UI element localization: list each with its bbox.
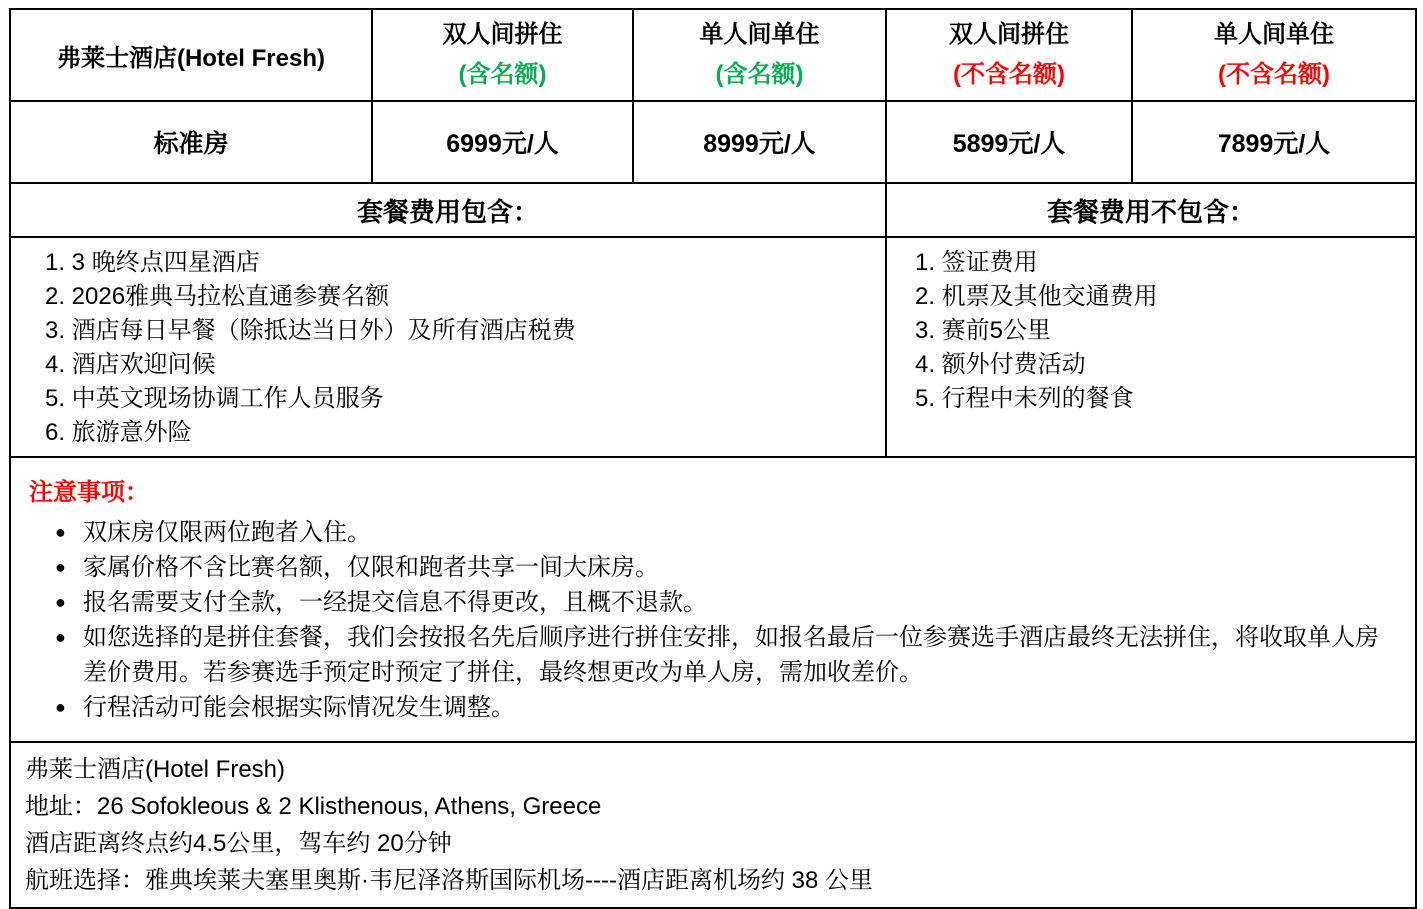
include-item: 3. 酒店每日早餐（除抵达当日外）及所有酒店税费 <box>45 317 576 344</box>
hotel-info-line: 航班选择：雅典埃莱夫塞里奥斯·韦尼泽洛斯国际机场----酒店距离机场约 38 公里 <box>25 867 873 894</box>
exclude-item: 3. 赛前5公里 <box>915 317 1052 344</box>
hotel-info-line: 酒店距离终点约4.5公里，驾车约 20分钟 <box>25 830 452 857</box>
price-cell <box>886 101 1132 183</box>
hotel-name-cell <box>10 9 372 101</box>
note-text: 报名需要支付全款，一经提交信息不得更改，且概不退款。 <box>83 589 707 616</box>
exclude-item: 5. 行程中未列的餐食 <box>915 385 1134 412</box>
quota-included-label: (含名额) <box>458 61 547 88</box>
include-item: 2. 2026雅典马拉松直通参赛名额 <box>45 283 390 310</box>
price-value: 5899元/人 <box>952 130 1066 158</box>
excludes-header-cell <box>886 183 1416 237</box>
includes-list-cell <box>10 237 886 457</box>
excludes-list <box>915 246 1405 416</box>
quota-excluded-label: (不含名额) <box>1218 61 1330 88</box>
header-row <box>10 9 1416 101</box>
notes-cell <box>10 457 1416 742</box>
bullet-icon: ● <box>55 592 66 612</box>
room-category-label: 标准房 <box>153 130 229 158</box>
exclude-item: 1. 签证费用 <box>915 249 1038 276</box>
exclude-item: 2. 机票及其他交通费用 <box>915 283 1158 310</box>
price-value: 8999元/人 <box>703 130 816 158</box>
price-value: 6999元/人 <box>446 130 559 158</box>
room-type-label: 双人间拼住 <box>442 20 563 48</box>
note-item <box>55 620 1397 690</box>
col-header-double-shared-no-quota <box>886 9 1132 101</box>
include-item: 5. 中英文现场协调工作人员服务 <box>45 385 384 412</box>
hotel-info-line: 地址：26 Sofokleous & 2 Klisthenous, Athens, Greece <box>25 793 602 820</box>
quota-excluded-label: (不含名额) <box>953 61 1065 88</box>
includes-header-cell <box>10 183 886 237</box>
price-cell <box>1132 101 1416 183</box>
room-type-label: 单人间单住 <box>699 20 820 48</box>
quota-included-label: (含名额) <box>715 61 804 88</box>
package-section-header-row <box>10 183 1416 237</box>
include-item: 1. 3 晚终点四星酒店 <box>45 249 260 276</box>
room-type-label: 单人间单住 <box>1214 20 1334 48</box>
exclude-item: 4. 额外付费活动 <box>915 351 1086 378</box>
excludes-title: 套餐费用不包含： <box>1046 196 1255 227</box>
hotel-info-line: 弗莱士酒店(Hotel Fresh) <box>25 756 286 783</box>
note-item <box>55 690 1397 725</box>
note-item <box>55 585 1397 620</box>
note-item <box>55 515 1397 550</box>
hotel-pricing-table <box>9 8 1417 909</box>
includes-list <box>45 246 875 450</box>
notes-row <box>10 457 1416 742</box>
price-cell <box>372 101 633 183</box>
include-item: 4. 酒店欢迎问候 <box>45 351 216 378</box>
hotel-name: 弗莱士酒店(Hotel Fresh) <box>56 44 325 72</box>
notes-title: 注意事项： <box>29 479 149 506</box>
package-lists-row <box>10 237 1416 457</box>
note-text: 如您选择的是拼住套餐，我们会按报名先后顺序进行拼住安排，如报名最后一位参赛选手酒店最终无法拼住，将收取单人房差价费用。若参赛选手预定时预定了拼住，最终想更改为单人房，需加收差价。 <box>83 624 1379 686</box>
note-item <box>55 550 1397 585</box>
room-type-label: 双人间拼住 <box>949 20 1069 48</box>
notes-list <box>55 515 1397 725</box>
includes-title: 套餐费用包含： <box>356 196 539 227</box>
note-text: 家属价格不含比赛名额，仅限和跑者共享一间大床房。 <box>83 554 659 581</box>
excludes-list-cell <box>886 237 1416 457</box>
include-item: 6. 旅游意外险 <box>45 419 192 446</box>
hotel-info-cell <box>10 742 1416 908</box>
room-category-cell <box>10 101 372 183</box>
note-text: 行程活动可能会根据实际情况发生调整。 <box>83 694 515 721</box>
col-header-double-shared-with-quota <box>372 9 633 101</box>
hotel-info-row <box>10 742 1416 908</box>
price-row <box>10 101 1416 183</box>
col-header-single-with-quota <box>633 9 886 101</box>
bullet-icon: ● <box>55 522 66 542</box>
col-header-single-no-quota <box>1132 9 1416 101</box>
price-value: 7899元/人 <box>1217 130 1331 158</box>
bullet-icon: ● <box>55 697 66 717</box>
note-text: 双床房仅限两位跑者入住。 <box>83 519 371 546</box>
bullet-icon: ● <box>55 557 66 577</box>
bullet-icon: ● <box>55 627 66 647</box>
price-cell <box>633 101 886 183</box>
